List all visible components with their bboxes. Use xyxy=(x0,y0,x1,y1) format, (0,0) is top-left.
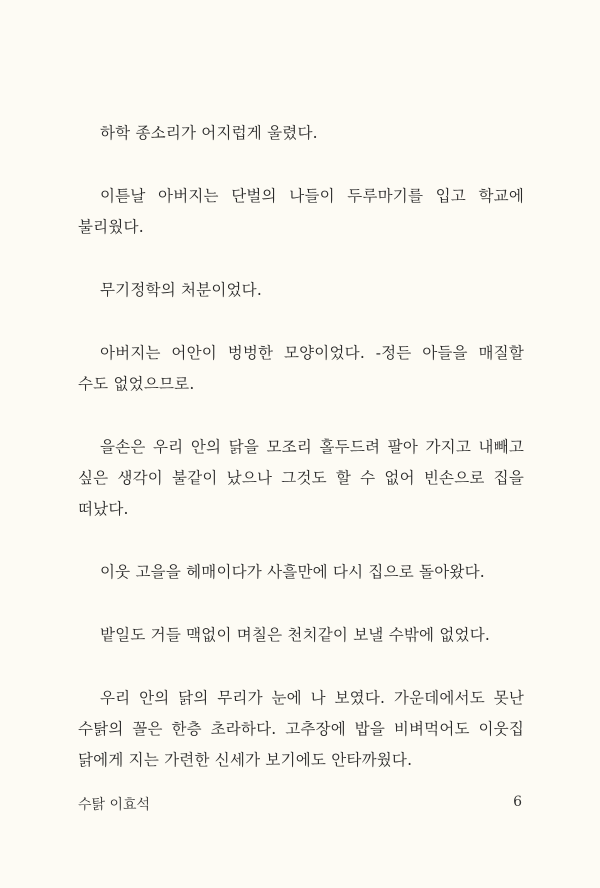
page-footer xyxy=(78,794,522,814)
paragraph: 밭일도 거들 맥없이 며칠은 천치같이 보낼 수밖에 없었다. xyxy=(100,626,490,644)
paragraph: 우리 안의 닭의 무리가 눈에 나 보였다. 가운데에서도 못난 수탉의 꼴은 한층 초라하다. 고추장에 밥을 비벼먹어도 이웃집 닭에게 지는 가련한 신세가 보기에도 안타까웠다. xyxy=(78,689,524,769)
paragraph: 이웃 고을을 헤매이다가 사흘만에 다시 집으로 돌아왔다. xyxy=(100,563,485,581)
book-title: 수탉 이효석 xyxy=(78,797,151,813)
page-number: 6 xyxy=(513,794,522,810)
page-body xyxy=(78,118,524,808)
paragraph: 아버지는 어안이 벙벙한 모양이었다. -정든 아들을 매질할 수도 없었으므로. xyxy=(78,344,524,393)
paragraph: 을손은 우리 안의 닭을 모조리 홀두드려 팔아 가지고 내빼고 싶은 생각이 불같이 났으나 그것도 할 수 없어 빈손으로 집을 떠났다. xyxy=(78,438,524,518)
paragraph: 하학 종소리가 어지럽게 울렸다. xyxy=(100,124,318,142)
paragraph: 이튿날 아버지는 단벌의 나들이 두루마기를 입고 학교에 불리웠다. xyxy=(78,187,524,236)
paragraph: 무기정학의 처분이었다. xyxy=(100,281,262,299)
